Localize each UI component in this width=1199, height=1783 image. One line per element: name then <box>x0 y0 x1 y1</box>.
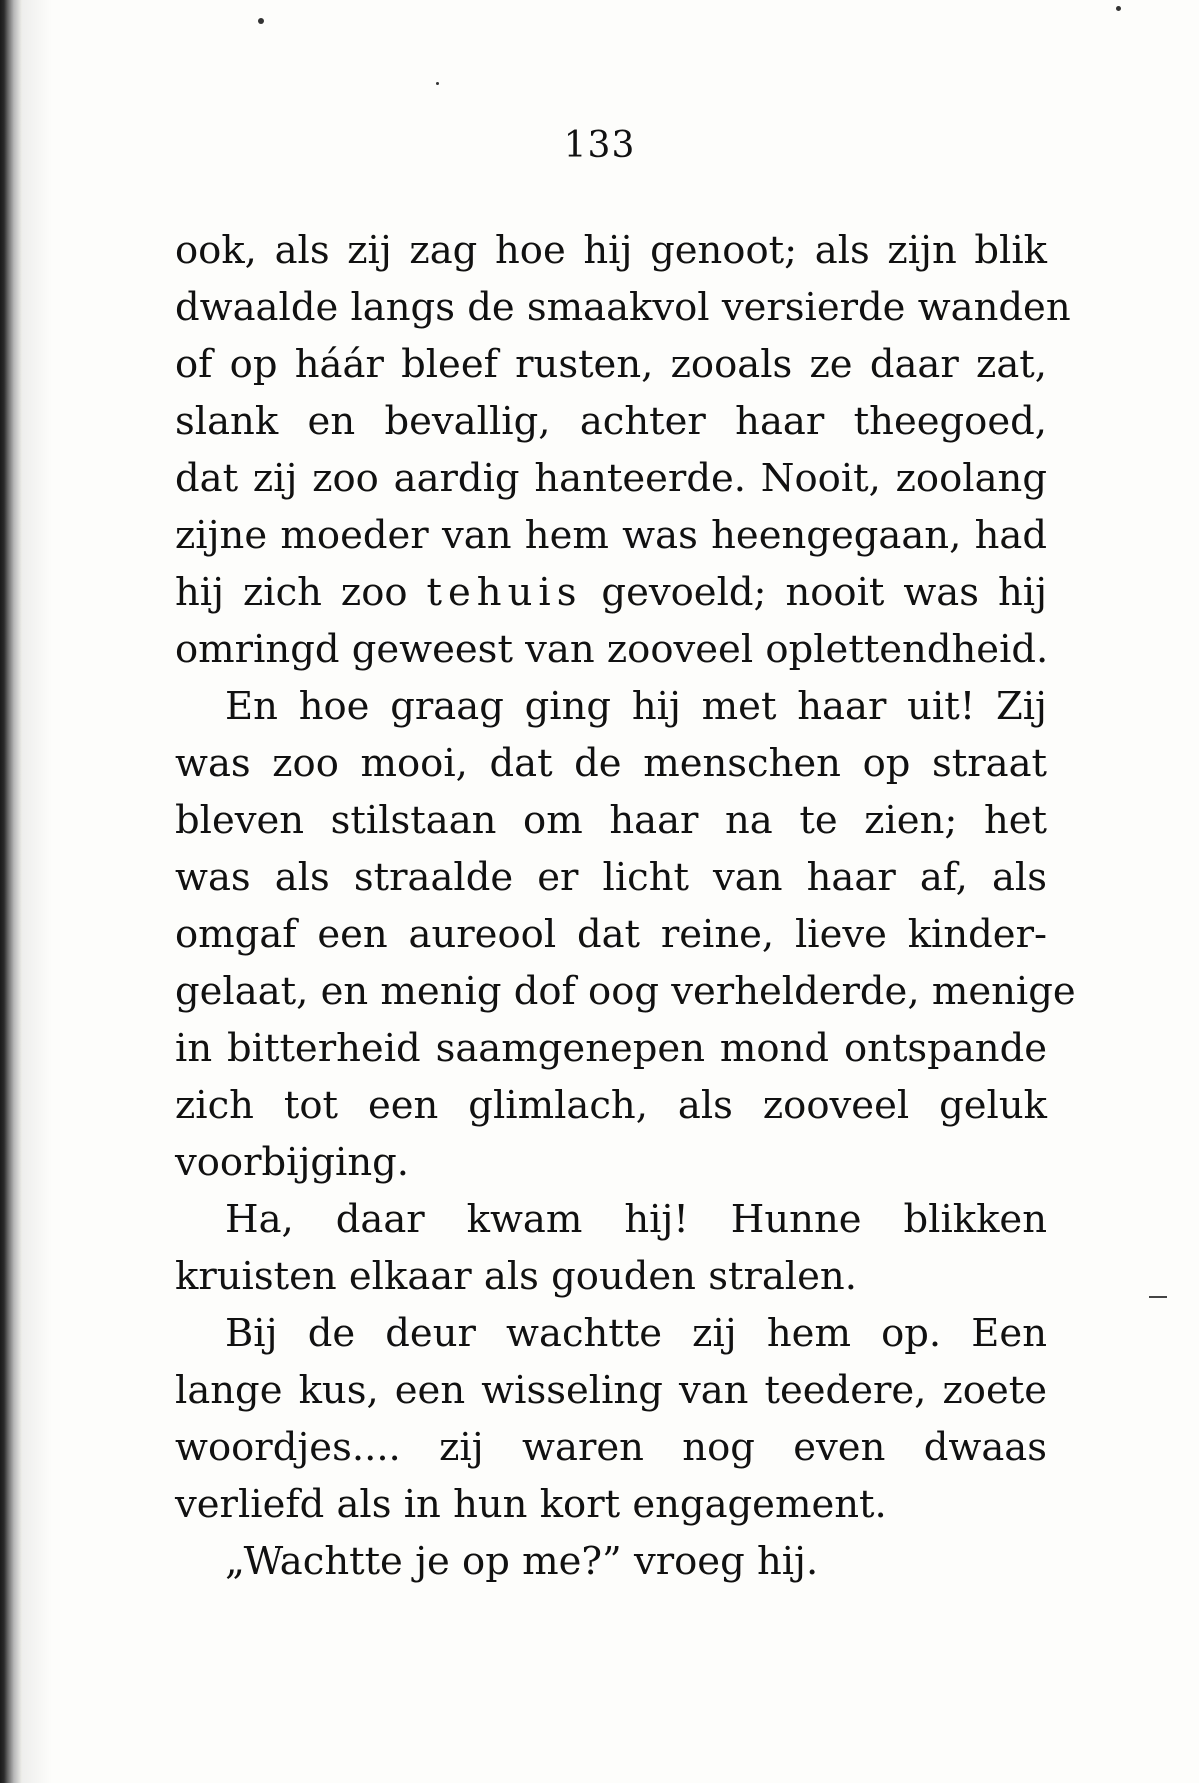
paragraph-start-line: Ha, daar kwam hij! Hunne blikken <box>225 1197 1047 1242</box>
text-line: dat zij zoo aardig hanteerde. Nooit, zoolang <box>175 456 1047 501</box>
page-number: 133 <box>563 125 636 166</box>
text-line: zijne moeder van hem was heengegaan, had <box>175 513 1047 558</box>
text-line: woordjes.... zij waren nog even dwaas <box>175 1425 1047 1470</box>
text-line <box>175 564 1047 621</box>
text-line: omringd geweest van zooveel oplettendheid. <box>175 627 1049 672</box>
paragraph-start-line: „Wachtte je op me?” vroeg hij. <box>225 1539 819 1584</box>
text-line: of op háár bleef rusten, zooals ze daar zat, <box>175 342 1047 387</box>
text-line: lange kus, een wisseling van teedere, zoete <box>175 1368 1047 1413</box>
text-line: was als straalde er licht van haar af, als <box>175 855 1047 900</box>
text-segment: hij zich zoo <box>175 570 408 615</box>
text-line: ook, als zij zag hoe hij genoot; als zijn blik <box>175 228 1047 273</box>
page-binding-edge <box>0 0 22 1783</box>
text-line: dwaalde langs de smaakvol versierde wanden <box>175 285 1071 330</box>
text-line: kruisten elkaar als gouden stralen. <box>175 1254 857 1299</box>
page-binding-shadow <box>22 0 52 1783</box>
text-line: verliefd als in hun kort engagement. <box>175 1482 887 1527</box>
paragraph-start-line: En hoe graag ging hij met haar uit! Zij <box>225 684 1047 729</box>
ink-speck <box>436 82 439 85</box>
text-line: in bitterheid saamgenepen mond ontspande <box>175 1026 1047 1071</box>
ink-speck <box>1116 6 1121 11</box>
text-line: zich tot een glimlach, als zooveel geluk <box>175 1083 1047 1128</box>
text-line: gelaat, en menig dof oog verhelderde, menige <box>175 969 1076 1014</box>
text-line: voorbijging. <box>175 1140 410 1185</box>
paragraph-start-line: Bij de deur wachtte zij hem op. Een <box>225 1311 1047 1356</box>
emphasized-word: tehuis <box>426 570 583 615</box>
text-line: omgaf een aureool dat reine, lieve kinder- <box>175 912 1047 957</box>
text-segment: gevoeld; nooit was hij <box>601 570 1048 615</box>
text-line: slank en bevallig, achter haar theegoed, <box>175 399 1047 444</box>
body-text <box>175 222 1076 1590</box>
text-line: bleven stilstaan om haar na te zien; het <box>175 798 1047 843</box>
text-line: was zoo mooi, dat de menschen op straat <box>175 741 1047 786</box>
ink-speck <box>258 18 264 24</box>
margin-mark <box>1149 1296 1167 1298</box>
